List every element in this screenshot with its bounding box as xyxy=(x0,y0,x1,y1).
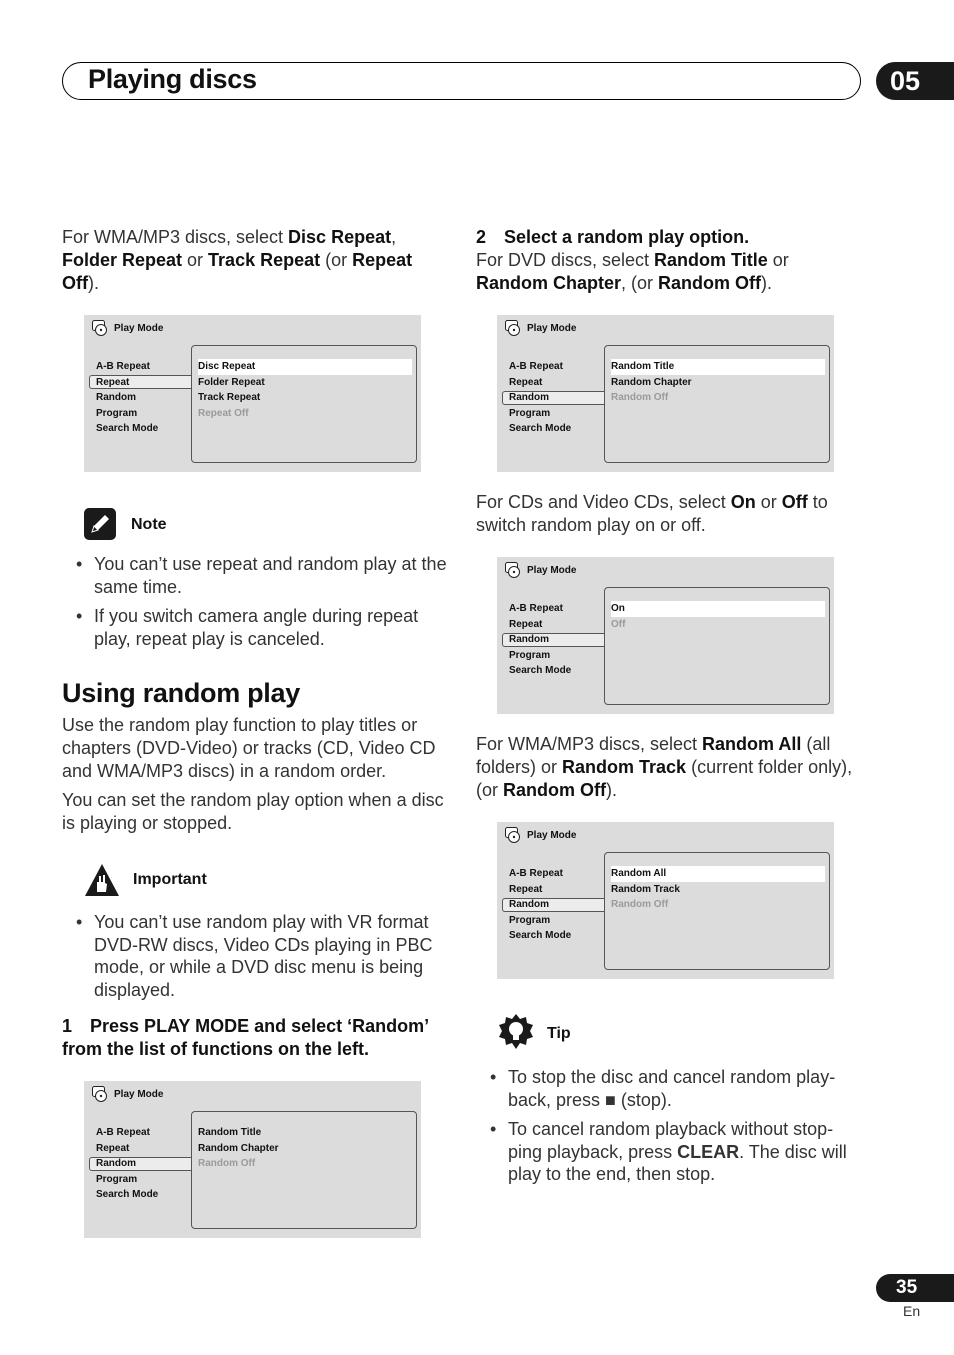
function-menu xyxy=(509,866,571,944)
disc-icon xyxy=(505,320,521,336)
option-item: Random Off xyxy=(611,899,669,910)
bold-term: Random All xyxy=(702,734,802,754)
menu-item: A-B Repeat xyxy=(509,868,563,879)
menu-item: Program xyxy=(96,407,138,419)
bold-term: Random Off xyxy=(503,780,606,800)
text-run: ). xyxy=(761,273,773,293)
menu-item: Random xyxy=(96,1158,136,1169)
text-run: or xyxy=(767,250,789,270)
bold-term: Random Off xyxy=(658,273,762,293)
bold-term: Off xyxy=(781,492,808,512)
page-title: Playing discs xyxy=(88,64,257,94)
menu-item: Repeat xyxy=(509,618,543,630)
menu-item: Repeat xyxy=(509,883,543,895)
text-run: (current folder only), (or xyxy=(476,757,853,800)
play-mode-screen xyxy=(84,315,421,472)
tip-list xyxy=(476,1066,861,1193)
menu-item: Program xyxy=(509,649,551,661)
step-2-title: Select a random play option. xyxy=(504,227,750,247)
option-item: Random Chapter xyxy=(611,376,692,388)
option-list xyxy=(611,866,825,913)
play-mode-screen xyxy=(497,315,834,472)
text-run: ). xyxy=(88,273,99,293)
step-1-text: Press PLAY MODE and select ‘Random’ from the list of functions on the left. xyxy=(62,1016,429,1059)
disc-icon xyxy=(505,827,521,843)
text-run: , (or xyxy=(621,273,659,293)
option-item: Repeat Off xyxy=(198,407,249,419)
disc-icon xyxy=(92,1086,108,1102)
function-menu xyxy=(96,359,158,437)
screen-title: Play Mode xyxy=(527,565,577,576)
important-icon xyxy=(84,862,120,898)
important-label: Important xyxy=(133,871,207,888)
wma-random-text xyxy=(476,733,856,802)
text-run: or xyxy=(182,250,209,270)
screen-title: Play Mode xyxy=(527,323,577,334)
screen-title: Play Mode xyxy=(114,323,164,334)
language-code: En xyxy=(903,1303,921,1319)
menu-item: Random xyxy=(509,899,549,910)
menu-item: Random xyxy=(96,392,136,403)
option-list xyxy=(198,359,412,421)
menu-item: Program xyxy=(96,1173,138,1185)
play-mode-screen xyxy=(497,822,834,979)
menu-item: Search Mode xyxy=(509,665,572,676)
screen-title: Play Mode xyxy=(527,830,577,841)
text-run: For DVD discs, select xyxy=(476,250,655,270)
chapter-tab: 05 xyxy=(876,62,954,100)
page-number: 35 xyxy=(876,1274,954,1302)
option-item: Random Title xyxy=(611,359,825,375)
step-1 xyxy=(62,1015,447,1061)
option-item: Off xyxy=(611,618,626,630)
section-title: Using random play xyxy=(62,678,300,708)
bullet-item: • You can’t use random play with VR format DVD-RW discs, Video CDs playing in PBC mode, or while a DVD disc menu is being displayed. xyxy=(62,911,447,1001)
menu-item: Search Mode xyxy=(96,423,159,434)
bold-term: Random Chapter xyxy=(476,273,622,293)
menu-item: A-B Repeat xyxy=(96,361,150,372)
play-mode-screen xyxy=(84,1081,421,1238)
text-run: , xyxy=(391,227,397,247)
bold-term: Disc Repeat xyxy=(288,227,392,247)
menu-item: Program xyxy=(509,407,551,419)
option-item: Random Track xyxy=(611,883,680,895)
stopped-paragraph: You can set the random play option when a disc is playing or stopped. xyxy=(62,790,444,833)
text-run: (or xyxy=(320,250,353,270)
disc-icon xyxy=(505,562,521,578)
bullet-item xyxy=(476,1066,861,1111)
tip-icon xyxy=(497,1013,535,1053)
text-run: For WMA/MP3 discs, select xyxy=(62,227,289,247)
menu-item: Repeat xyxy=(96,376,130,388)
bold-term: Repeat Off xyxy=(62,250,413,293)
cd-random-text xyxy=(476,491,856,537)
step-1-number: 1 xyxy=(62,1016,73,1036)
bullet-item xyxy=(476,1118,861,1186)
text-run: . The disc will play to the end, then stop. xyxy=(508,1141,847,1184)
option-list xyxy=(198,1125,279,1172)
note-label: Note xyxy=(131,516,167,533)
note-icon xyxy=(84,508,116,540)
important-list xyxy=(62,911,447,1008)
text-run: To stop the disc and cancel random play-back, press ■ (stop). xyxy=(508,1067,836,1110)
play-mode-screen xyxy=(497,557,834,714)
menu-item: Repeat xyxy=(96,1142,130,1154)
bold-term: On xyxy=(730,492,756,512)
text-run: ). xyxy=(606,780,617,800)
text-run: (all folders) or xyxy=(476,734,831,777)
bold-term: CLEAR xyxy=(677,1141,740,1162)
function-menu xyxy=(509,359,571,437)
option-item: Random Title xyxy=(198,1127,262,1138)
option-item: Folder Repeat xyxy=(198,376,265,388)
text-run: For CDs and Video CDs, select xyxy=(476,492,731,512)
screen-title: Play Mode xyxy=(114,1089,164,1100)
function-menu xyxy=(96,1125,158,1203)
step-2-number: 2 xyxy=(476,227,487,247)
bullet-item: • You can’t use repeat and random play at the same time. xyxy=(62,553,447,598)
function-menu xyxy=(509,601,571,679)
text-run: or xyxy=(755,492,782,512)
disc-icon xyxy=(92,320,108,336)
option-item: Random Chapter xyxy=(198,1142,279,1154)
menu-item: Random xyxy=(509,392,549,403)
text-run: For WMA/MP3 discs, select xyxy=(476,734,703,754)
bold-term: Random Track xyxy=(562,757,687,777)
option-item: Track Repeat xyxy=(198,392,261,403)
option-item: Random All xyxy=(611,866,825,882)
menu-item: Search Mode xyxy=(509,930,572,941)
bold-term: Track Repeat xyxy=(208,250,321,270)
tip-label: Tip xyxy=(547,1025,571,1042)
option-item: Random Off xyxy=(198,1158,256,1169)
option-item: Random Off xyxy=(611,392,669,403)
option-list xyxy=(611,359,825,406)
menu-item: Repeat xyxy=(509,376,543,388)
wma-repeat-intro xyxy=(62,226,442,295)
bold-term: Folder Repeat xyxy=(62,250,183,270)
note-list xyxy=(62,553,447,657)
menu-item: Search Mode xyxy=(509,423,572,434)
menu-item: A-B Repeat xyxy=(96,1127,150,1138)
dvd-random-text xyxy=(476,249,856,295)
menu-item: A-B Repeat xyxy=(509,361,563,372)
menu-item: Program xyxy=(509,914,551,926)
intro-paragraph: Use the random play function to play titles or chapters (DVD-Video) or tracks (CD, Video CD and WMA/MP3 discs) in a random order. xyxy=(62,715,436,781)
bullet-item: • If you switch camera angle during repeat play, repeat play is canceled. xyxy=(62,605,447,650)
text-run: To cancel random playback without stop-ping playback, press xyxy=(508,1119,834,1162)
menu-item: Search Mode xyxy=(96,1189,159,1200)
bold-term: Random Title xyxy=(654,250,768,270)
menu-item: A-B Repeat xyxy=(509,603,563,614)
text-run: to switch random play on or off. xyxy=(476,492,828,535)
menu-item: Random xyxy=(509,634,549,645)
option-item: Disc Repeat xyxy=(198,359,412,375)
option-item: On xyxy=(611,601,825,617)
step-2 xyxy=(476,226,856,249)
option-list xyxy=(611,601,825,632)
